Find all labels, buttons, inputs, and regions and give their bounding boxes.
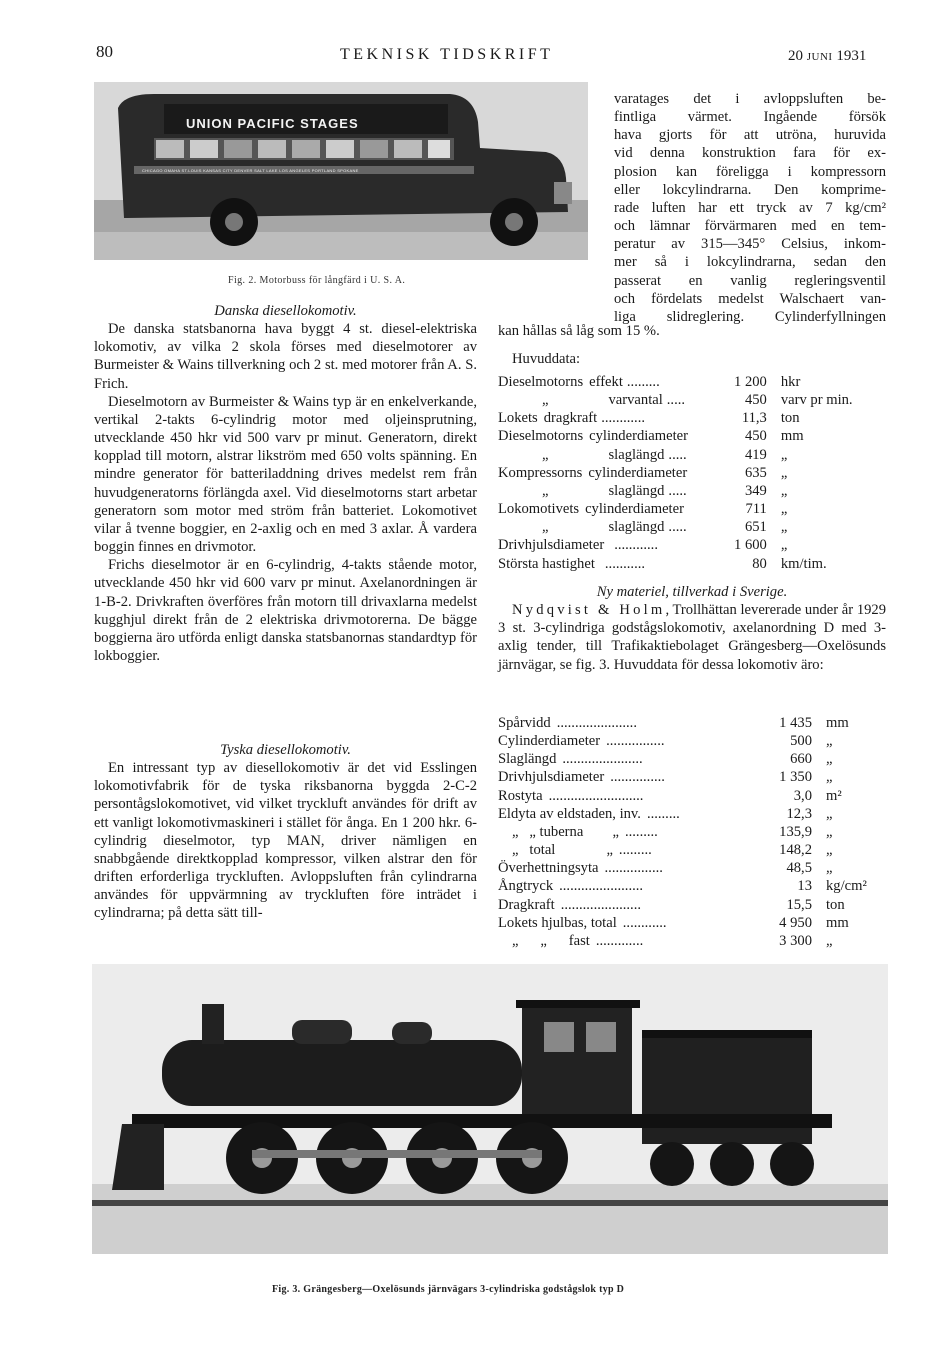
spec-unit: „ <box>826 769 833 786</box>
param-name: Lokets <box>498 410 538 427</box>
issue-date <box>788 48 866 65</box>
lokomotiv-data-row <box>498 750 867 768</box>
param-sub: dragkraft <box>543 410 598 427</box>
leader-dots: ..... <box>668 482 687 499</box>
spec-unit: mm <box>826 715 849 731</box>
spec-unit: ton <box>826 896 845 913</box>
spec-unit: „ <box>826 733 833 750</box>
spec-name: Drivhjulsdiameter <box>498 769 605 786</box>
spec-value: 13 <box>797 878 812 895</box>
locomotive-photo <box>92 964 888 1254</box>
param-value: 651 <box>744 519 767 536</box>
param-unit: „ <box>780 501 788 518</box>
lokomotiv-data-table <box>498 714 867 950</box>
leader-dots: ....................... <box>559 878 644 895</box>
leader-dots: ............ <box>614 537 658 554</box>
param-sub: slaglängd <box>608 482 665 499</box>
param-name: Dieselmotorns <box>498 428 584 445</box>
danska-section <box>94 302 477 665</box>
leader-dots: ......... <box>624 823 658 840</box>
param-name: Lokomotivets <box>498 501 580 518</box>
param-value: 419 <box>744 446 767 463</box>
spec-unit: „ <box>826 751 833 768</box>
param-unit: „ <box>780 446 788 463</box>
spec-value: 1 435 <box>779 715 812 731</box>
param-unit: ton <box>780 410 800 427</box>
param-value: 1 600 <box>734 537 767 554</box>
leader-dots: ......... <box>618 842 652 859</box>
text-line: plosion kan föreligga i kompressorn <box>614 163 886 180</box>
param-name: „ <box>542 446 549 463</box>
right-top-last-line: kan hållas så låg som 15 %. <box>498 323 660 339</box>
leader-dots: ...................... <box>556 715 637 731</box>
right-top-text <box>614 90 886 326</box>
param-sub: varvantal <box>608 392 663 409</box>
leader-dots <box>684 501 688 517</box>
danska-paragraph-3: Frichs dieselmotor är en 6-cylindrig, 4-takts stående motor, utvecklande 450 hkr vid 600 varv pr minut. Axelanordningen är 1-B-2. Drivkraften överföres från motorn till drivaxlarna medelst kugghjul direkt från de 2 elektriska drivmotorerna. De bägge boggierna äro utförda enligt danska statsbanornas standardtyp för lokboggier. <box>94 557 477 664</box>
spec-unit: „ <box>826 932 833 949</box>
huvuddata-row <box>498 482 853 500</box>
text-line: fintliga värmet. Ingående försök <box>614 109 886 126</box>
spec-value: 3 300 <box>779 932 812 949</box>
huvuddata-row <box>498 536 853 554</box>
param-value: 711 <box>745 501 767 518</box>
spec-name: „ „ fast <box>512 932 590 949</box>
param-sub: cylinderdiameter <box>588 464 688 481</box>
lokomotiv-data-row <box>498 823 867 841</box>
danska-paragraph-2: Dieselmotorn av Burmeister & Wains typ är en enkelverkande, vertikal 2-takts 6-cylindrig motor med oljeinsprutning, utvecklande 450 hkr vid 500 varv pr minut. Generatorn, direkt kopplad till motorn, alstrar likström med 650 volts spänning. En mindre generator för batteriladdning drives medelst rem från huvudgeneratorns förlängda axel. Vid dieselmotorns start arbetar generatorn som motor med ström från batteriet. Lokomotivet vilar å tvenne boggier, en 2-axlig och en med 3 axlar. Å vardera boggin finnes en drivmotor. <box>94 393 477 556</box>
firm-name: Nydqvist & Holm <box>512 602 666 619</box>
spec-name: „ total „ <box>512 842 613 859</box>
lokomotiv-data-row <box>498 877 867 895</box>
param-unit: mm <box>780 428 804 445</box>
text-line: varatages det i avloppsluften be- <box>614 91 886 107</box>
huvuddata-table <box>498 373 853 573</box>
param-name: „ <box>542 392 549 409</box>
leader-dots: ..... <box>666 392 686 409</box>
param-sub: cylinderdiameter <box>585 501 684 518</box>
spec-value: 12,3 <box>786 805 812 822</box>
lokomotiv-data-row <box>498 914 867 932</box>
spec-unit: „ <box>826 860 833 877</box>
param-unit: „ <box>780 464 788 481</box>
text-line: eller lokcylindrarna. Den komprime- <box>614 181 886 198</box>
param-unit: „ <box>780 482 788 499</box>
date-day: 20 <box>788 48 803 64</box>
leader-dots: ............ <box>601 410 645 427</box>
lokomotiv-data-row <box>498 768 867 786</box>
spec-name: Lokets hjulbas, total <box>498 914 617 931</box>
lokomotiv-data-row <box>498 859 867 877</box>
text-line: rade luften har ett tryck av 7 kg/cm² <box>614 199 886 216</box>
spec-name: Slaglängd <box>498 751 557 768</box>
param-name: Största hastighet <box>498 555 595 572</box>
page-number: 80 <box>96 42 113 61</box>
danska-heading: Danska diesellokomotiv. <box>214 303 357 319</box>
text-line: peratur av 315—345° Celsius, inkom- <box>614 236 886 253</box>
spec-name: Ångtryck <box>498 878 554 895</box>
tyska-paragraph-1: En intressant typ av diesellokomotiv är det vid Esslingen lokomotivfabrik för de tyska riksbanorna byggda 2-C-2 persontågslokomotivet, vid vilket tryckluft användes för drift av ett vanligt lokomotivmaskineri i stället för ånga. En 1 200 hkr. 6-cylindrig dieselmotor, typ MAN, driver nämligen en snabbgående direktkopplad kompressor, vilken alstrar den för driften erforderliga tryckluften. Avloppsluften från cylindrarna användes för uppvärmning av tryckluften före inträdet i cylindrarna; på detta sätt till- <box>94 760 477 922</box>
spec-value: 4 950 <box>779 914 812 931</box>
param-unit: „ <box>780 537 788 554</box>
lokomotiv-data-row <box>498 805 867 823</box>
spec-value: 48,5 <box>786 860 812 877</box>
spec-name: Dragkraft <box>498 896 555 913</box>
spec-unit: m² <box>826 787 842 804</box>
spec-value: 500 <box>790 733 812 750</box>
param-name: Kompressorns <box>498 464 583 481</box>
param-sub <box>595 556 601 572</box>
figure-2-caption: Fig. 2. Motorbuss för långfärd i U. S. A. <box>228 275 406 286</box>
spec-unit: kg/cm² <box>826 878 867 895</box>
param-sub: slaglängd <box>608 446 665 463</box>
param-name: Drivhjulsdiameter <box>498 537 605 554</box>
figure-3-caption: Fig. 3. Grängesberg—Oxelösunds järnvägars 3-cylindriska godstågslok typ D <box>272 1284 625 1295</box>
leader-dots: ......... <box>626 374 660 390</box>
huvuddata-row <box>498 391 853 409</box>
text-line: passerat en vanlig regleringsventil <box>614 272 886 289</box>
leader-dots: ......... <box>646 805 680 822</box>
huvuddata-heading: Huvuddata: <box>512 351 581 367</box>
spec-name: Överhettningsyta <box>498 860 599 877</box>
spec-name: Cylinderdiameter <box>498 733 601 750</box>
ny-section <box>498 583 886 674</box>
leader-dots: ..... <box>668 519 687 536</box>
param-value: 349 <box>744 482 767 499</box>
huvuddata-row <box>498 518 853 536</box>
spec-value: 3,0 <box>793 787 812 804</box>
spec-unit: „ <box>826 842 833 859</box>
param-unit: hkr <box>780 374 801 390</box>
date-month: JUNI <box>806 51 833 63</box>
text-line: och fördelats medelst Walschaert van- <box>614 290 886 307</box>
lokomotiv-data-row <box>498 896 867 914</box>
param-name: „ <box>542 482 549 499</box>
journal-title: TEKNISK TIDSKRIFT <box>340 46 554 63</box>
huvuddata-row <box>498 427 853 445</box>
param-value: 11,3 <box>741 410 767 427</box>
text-line: liga slidreglering. Cylinderfyllningen <box>614 308 886 325</box>
leader-dots: ............... <box>610 769 665 786</box>
param-name: Dieselmotorns <box>498 374 584 390</box>
leader-dots: ............. <box>595 932 644 949</box>
spec-name: Eldyta av eldstaden, inv. <box>498 805 641 822</box>
leader-dots: ............ <box>622 914 667 931</box>
leader-dots: ...................... <box>562 751 643 768</box>
param-value: 80 <box>752 555 767 572</box>
huvuddata-row <box>498 373 853 391</box>
param-sub: cylinderdiameter <box>589 428 688 445</box>
lokomotiv-data-row <box>498 714 867 732</box>
bus-photo <box>94 82 588 260</box>
spec-value: 15,5 <box>786 896 812 913</box>
bus-route: CHICAGO OMAHA ST.LOUIS KANSAS CITY DENVER SALT LAKE LOS ANGELES PORTLAND SPOKANE <box>142 168 359 173</box>
lokomotiv-data-row <box>498 841 867 859</box>
param-name: „ <box>542 519 549 536</box>
text-line: mer så i lokcylindrarna, sedan den <box>614 254 886 271</box>
spec-unit: „ <box>826 805 833 822</box>
tyska-section <box>94 741 477 923</box>
lokomotiv-data-row <box>498 932 867 950</box>
spec-value: 1 350 <box>779 769 812 786</box>
spec-name: „ „ tuberna „ <box>512 823 619 840</box>
leader-dots <box>688 428 692 444</box>
lokomotiv-data-row <box>498 787 867 805</box>
leader-dots: ..... <box>668 446 687 463</box>
text-line: vid denna konstruktion fara för ex- <box>614 145 886 162</box>
param-unit: km/tim. <box>780 555 827 572</box>
leader-dots: .......................... <box>548 787 644 804</box>
danska-paragraph-1: De danska statsbanorna hava byggt 4 st. diesel-elektriska lokomotiv, av vilka 2 skola förses med dieselmotorer av Burmeister & Wains tillverkning och 2 st. med motorer från A. S. Frich. <box>94 321 477 392</box>
leader-dots: ................ <box>606 733 665 750</box>
bus-sign: UNION PACIFIC STAGES <box>186 116 359 131</box>
param-unit: varv pr min. <box>780 392 853 409</box>
huvuddata-row <box>498 555 853 573</box>
ny-paragraph-1: , Trollhättan levererade under år 1929 3 st. 3-cylindriga godstågslokomotiv, axelanordning D med 3-axlig tender, till Trafikaktiebolaget Grängesberg—Oxelösunds järnvägar, se fig. 3. Huvuddata för dessa lokomotiv äro: <box>498 602 887 673</box>
param-sub: slaglängd <box>608 519 665 536</box>
text-line: hava gjorts för att utröna, huruvida <box>614 127 886 144</box>
leader-dots <box>687 465 691 481</box>
date-year: 1931 <box>836 48 867 64</box>
param-value: 450 <box>744 392 767 409</box>
leader-dots: ...................... <box>560 896 641 913</box>
spec-name: Rostyta <box>498 787 543 804</box>
text-line: och lämnar förvärmaren med en tem- <box>614 218 886 235</box>
ny-heading: Ny materiel, tillverkad i Sverige. <box>596 584 788 600</box>
param-value: 1 200 <box>734 374 767 390</box>
lokomotiv-data-row <box>498 732 867 750</box>
huvuddata-row <box>498 446 853 464</box>
leader-dots: ................ <box>604 860 663 877</box>
param-value: 635 <box>744 464 767 481</box>
spec-name: Spårvidd <box>498 715 551 731</box>
spec-value: 148,2 <box>779 842 812 859</box>
param-unit: „ <box>780 519 788 536</box>
spec-unit: mm <box>826 914 849 931</box>
huvuddata-row <box>498 409 853 427</box>
param-sub: effekt <box>589 374 623 390</box>
spec-unit: „ <box>826 823 833 840</box>
param-value: 450 <box>744 428 767 445</box>
huvuddata-row <box>498 464 853 482</box>
huvuddata-row <box>498 500 853 518</box>
tyska-heading: Tyska diesellokomotiv. <box>220 742 351 758</box>
leader-dots: ........... <box>604 555 646 572</box>
spec-value: 660 <box>790 751 812 768</box>
spec-value: 135,9 <box>779 823 812 840</box>
